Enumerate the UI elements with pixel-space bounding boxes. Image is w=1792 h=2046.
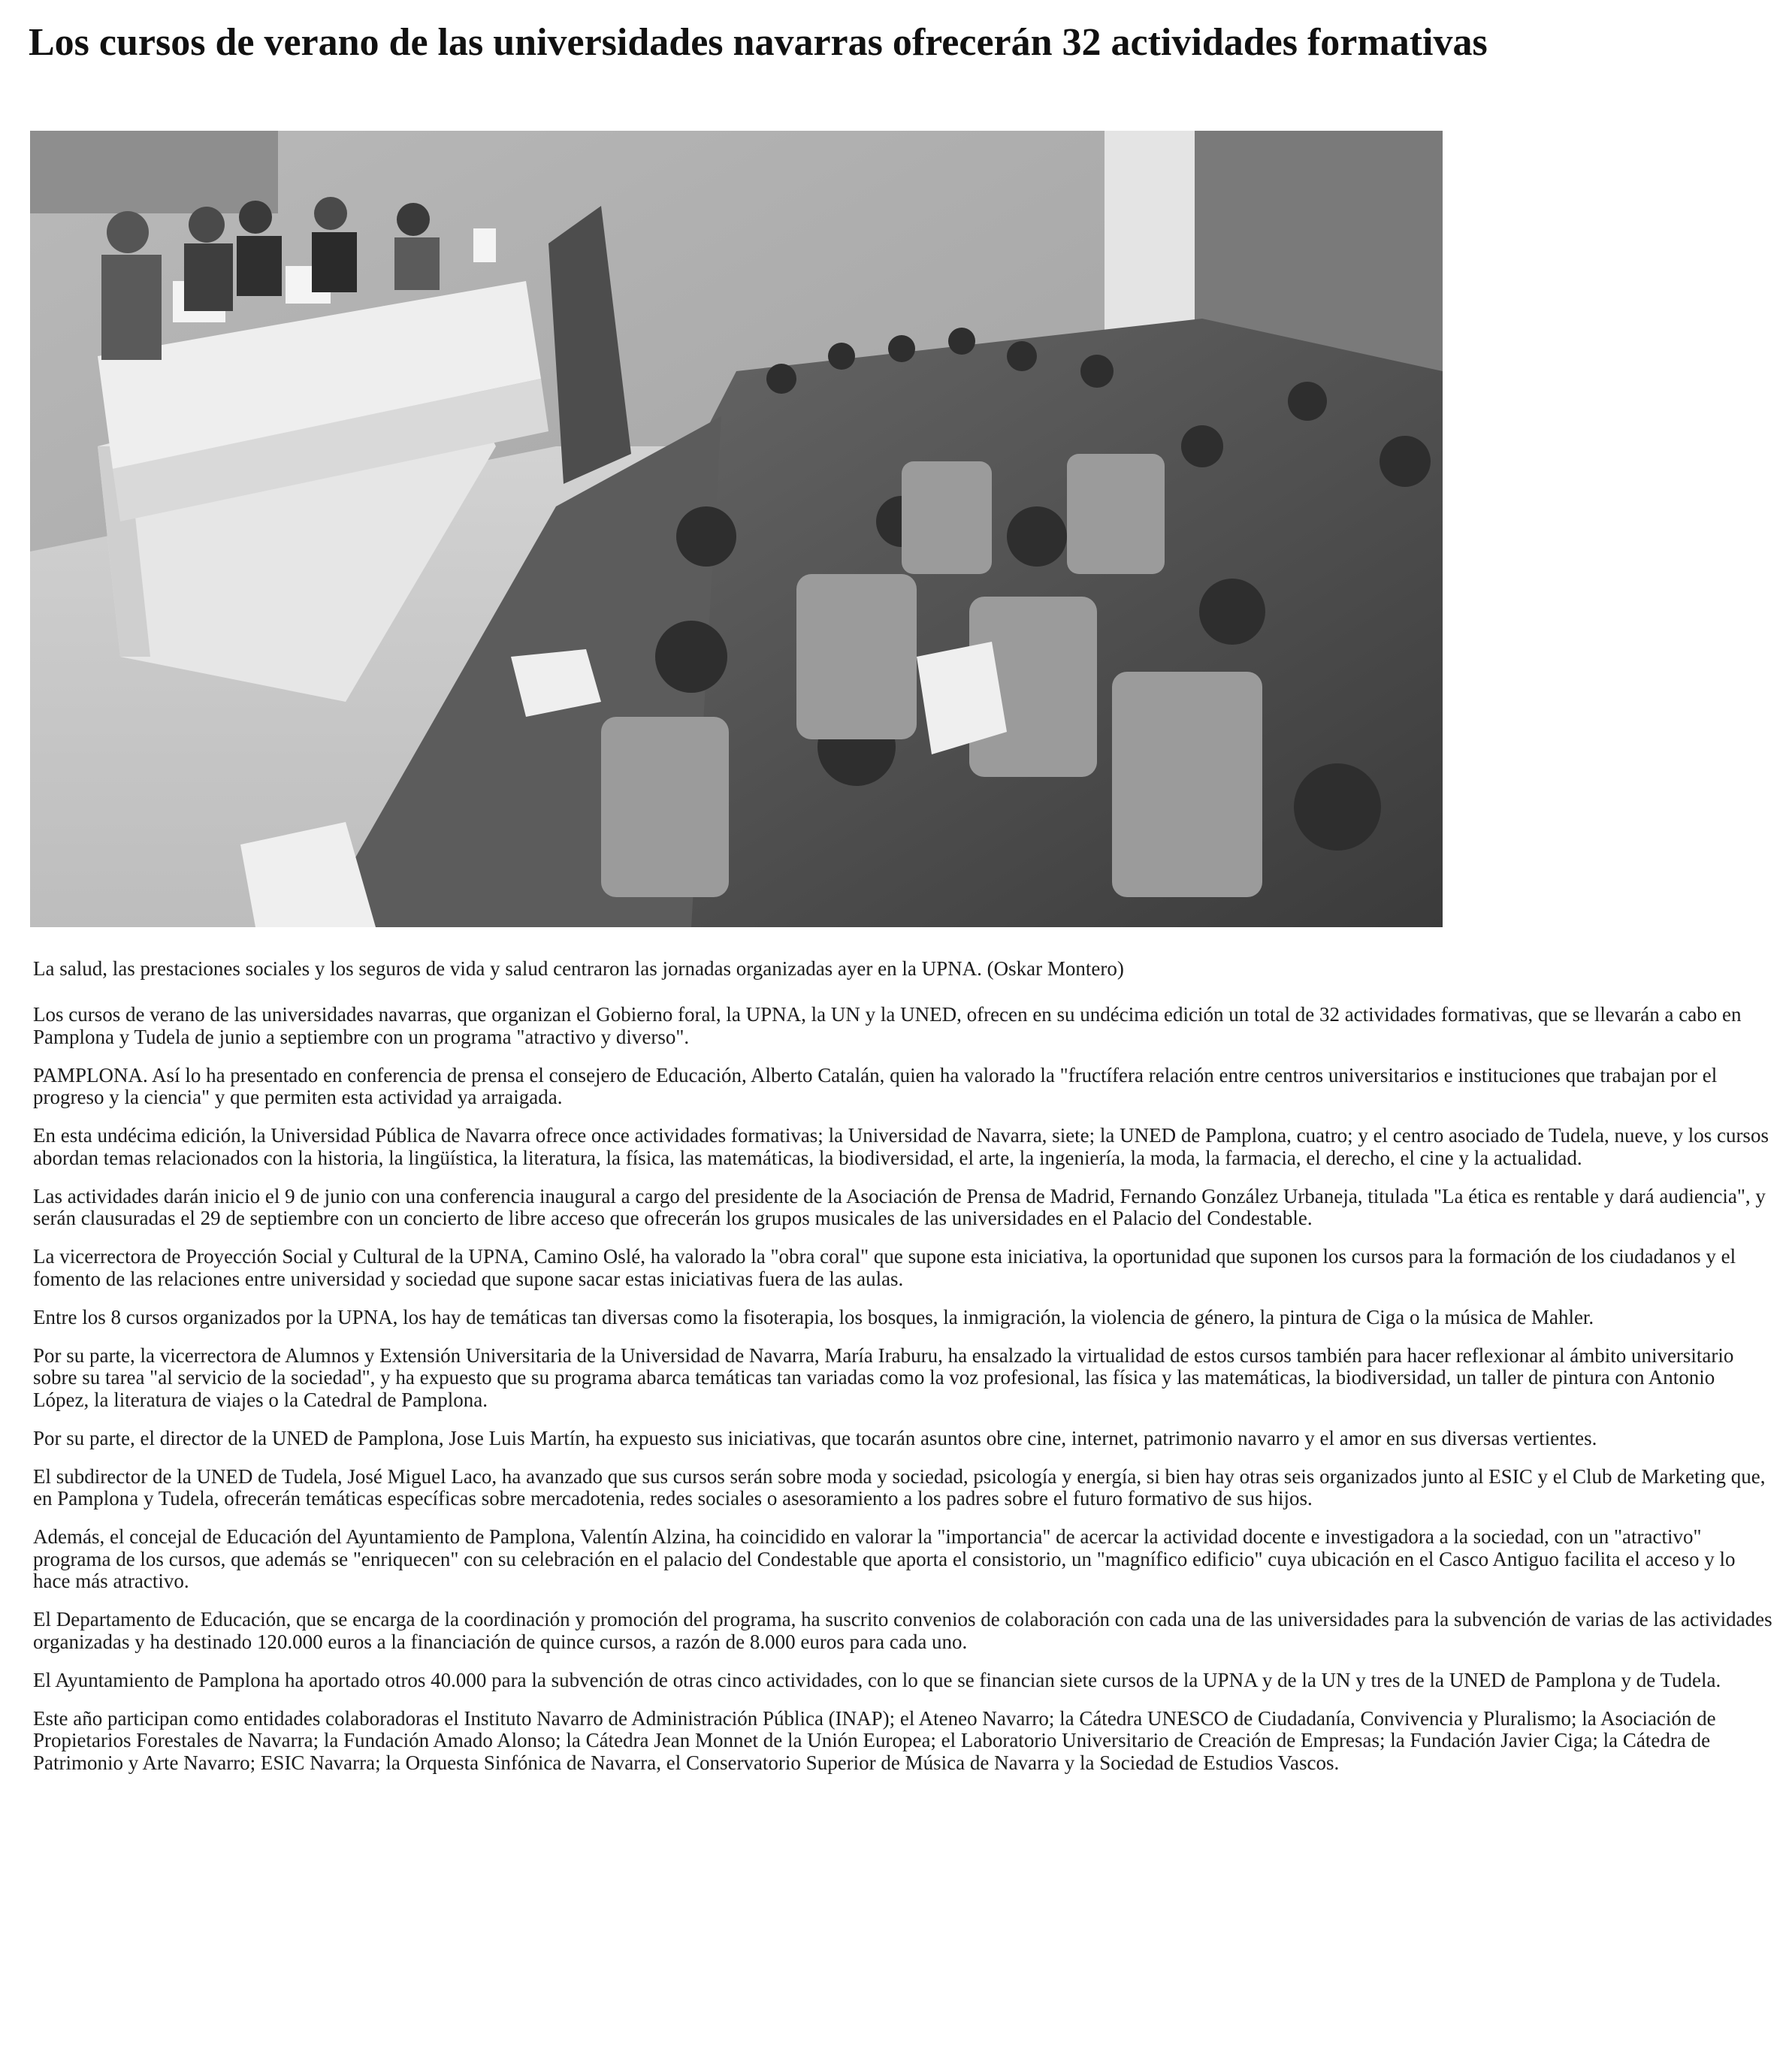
article-paragraph: Por su parte, el director de la UNED de Pamplona, Jose Luis Martín, ha expuesto sus iniciativas, que tocarán asuntos obre cine, internet, patrimonio navarro y el amor en sus diversas vertientes. — [33, 1426, 1597, 1449]
article-paragraph: El Departamento de Educación, que se encarga de la coordinación y promoción del programa, ha suscrito convenios de colaboración con cada una de las universidades para la subvención de varias de las actividades organizadas y ha destinado 120.000 euros a la financiación de quince cursos, a razón de 8.000 euros para cada uno. — [33, 1608, 1772, 1653]
article-paragraph: Los cursos de verano de las universidades navarras, que organizan el Gobierno foral, la UPNA, la UN y la UNED, ofrecen en su undécima edición un total de 32 actividades formativas, que se llevarán a cabo en Pamplona y Tudela de junio a septiembre con un programa "atractivo y diverso". — [33, 1003, 1742, 1048]
article-paragraph: Las actividades darán inicio el 9 de junio con una conferencia inaugural a cargo del presidente de la Asociación de Prensa de Madrid, Fernando González Urbaneja, titulada "La ética es rentable y dará audiencia", y serán clausuradas el 29 de septiembre con un concierto de libre acceso que ofrecerán los grupos musicales de las universidades en el Palacio del Condestable. — [33, 1184, 1766, 1229]
article-body — [33, 1004, 1775, 1791]
article-paragraph: El subdirector de la UNED de Tudela, José Miguel Laco, ha avanzado que sus cursos serán sobre moda y sociedad, psicología y energía, si bien hay otras seis organizados junto al ESIC y el Club de Marketing que, en Pamplona y Tudela, ofrecerán temáticas específicas sobre mercadotenia, redes sociales o asesoramiento a los padres sobre el futuro formativo de sus hijos. — [33, 1464, 1766, 1510]
article-paragraph: Este año participan como entidades colaboradoras el Instituto Navarro de Administración Pública (INAP); el Ateneo Navarro; la Cátedra UNESCO de Ciudadanía, Convivencia y Pluralismo; la Asociación de Propietarios Forestales de Navarra; la Fundación Amado Alonso; la Cátedra Jean Monnet de la Unión Europea; el Laboratorio Universitario de Creación de Empresas; la Fundación Javier Ciga; la Cátedra de Patrimonio y Arte Navarro; ESIC Navarra; la Orquesta Sinfónica de Navarra, el Conservatorio Superior de Música de Navarra y la Sociedad de Estudios Vascos. — [33, 1706, 1716, 1774]
article-paragraph: Además, el concejal de Educación del Ayuntamiento de Pamplona, Valentín Alzina, ha coincidido en valorar la "importancia" de acercar la actividad docente e investigadora a la sociedad, con un "atractivo" programa de los cursos, que además se "enriquecen" con su celebración en el palacio del Condestable que aporta el consistorio, un "magnífico edificio" cuya ubicación en el Casco Antiguo facilita el acceso y lo hace más atractivo. — [33, 1525, 1736, 1592]
article-paragraph: Entre los 8 cursos organizados por la UPNA, los hay de temáticas tan diversas como la fisoterapia, los bosques, la inmigración, la violencia de género, la pintura de Ciga o la música de Mahler. — [33, 1305, 1594, 1328]
article-paragraph: La vicerrectora de Proyección Social y Cultural de la UPNA, Camino Oslé, ha valorado la "obra coral" que supone esta iniciativa, la oportunidad que suponen los cursos para la formación de los ciudadanos y el fomento de las relaciones entre universidad y sociedad que supone sacar estas iniciativas fuera de las aulas. — [33, 1245, 1736, 1290]
conference-photo — [30, 131, 1443, 927]
article-headline: Los cursos de verano de las universidades navarras ofrecerán 32 actividades formativas — [29, 21, 1488, 64]
photo-caption: La salud, las prestaciones sociales y los seguros de vida y salud centraron las jornadas organizadas ayer en la UPNA. (Oskar Montero) — [33, 957, 1124, 980]
article-paragraph: Por su parte, la vicerrectora de Alumnos y Extensión Universitaria de la Universidad de Navarra, María Iraburu, ha ensalzado la virtualidad de estos cursos también para hacer reflexionar al ámbito universitario sobre su tarea "al servicio de la sociedad", y ha expuesto que su programa abarca temáticas tan variadas como la voz profesional, las física y las matemáticas, la biodiversidad, un taller de pintura con Antonio López, la literatura de viajes o la Catedral de Pamplona. — [33, 1343, 1734, 1411]
audience-photo-image — [30, 131, 1443, 927]
article-paragraph: PAMPLONA. Así lo ha presentado en conferencia de prensa el consejero de Educación, Alberto Catalán, quien ha valorado la "fructífera relación entre centros universitarios e instituciones que trabajan por el progreso y la ciencia" y que permiten esta actividad ya arraigada. — [33, 1063, 1718, 1108]
article-paragraph: En esta undécima edición, la Universidad Pública de Navarra ofrece once actividades formativas; la Universidad de Navarra, siete; la UNED de Pamplona, cuatro; y el centro asociado de Tudela, nueve, y los cursos abordan temas relacionados con la historia, la lingüística, la literatura, la física, las matemáticas, la biodiversidad, el arte, la ingeniería, la moda, la farmacia, el derecho, el cine y la actualidad. — [33, 1124, 1769, 1169]
article-paragraph: El Ayuntamiento de Pamplona ha aportado otros 40.000 para la subvención de otras cinco actividades, con lo que se financian siete cursos de la UPNA y de la UN y tres de la UNED de Pamplona y de Tudela. — [33, 1668, 1721, 1691]
